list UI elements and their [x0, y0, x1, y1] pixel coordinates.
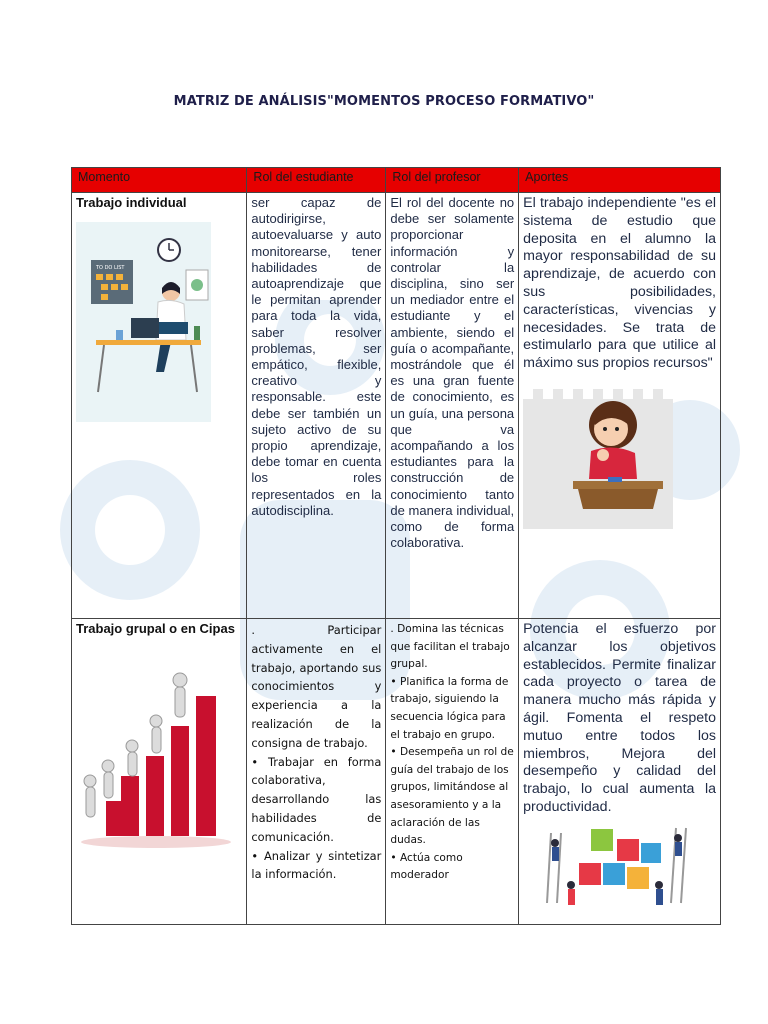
rol-profesor-text: El rol del docente no debe ser solamente proporcionar información y controlar la disciplina, sino ser un mediador entre el estudiante y el ambiente, siendo el guía o acompañante, mostrándole que él es una gran fuente de conocimiento, es un guía, una persona que va acompañando a los estudiantes para la construcción de conocimiento tanto de manera individual, como de forma colaborativa.: [390, 195, 515, 551]
rol-profesor-cell: [386, 193, 519, 619]
rol-estudiante-item: • Trabajar en forma colaborativa, desarrollando las habilidades de comunicación.: [251, 754, 382, 844]
aportes-text: El trabajo independiente "es el sistema de estudio que deposita en el alumno la mayor responsabilidad de su aprendizaje, de acuerdo con sus posibilidades, características, vivencias y necesidades. Se trata de estimularlo para que utilice al máximo sus propios recursos": [523, 195, 716, 372]
rol-estudiante-item: • Analizar y sintetizar la información.: [251, 848, 382, 882]
table-header-row: [72, 168, 721, 193]
analysis-matrix: [71, 167, 721, 925]
rol-estudiante-text: ser capaz de autodirigirse, autoevaluarse y auto monitorearse, tener habilidades de autoaprendizaje que le permitan aprender para toda la vida, saber resolver problemas, ser empático, flexible, creativo y responsable. este debe ser también un sujeto activo de su propio aprendizaje, debe tomar en cuenta los roles representados en la autodisciplina.: [251, 195, 382, 518]
momento-label: Trabajo individual: [76, 195, 187, 210]
rol-profesor-item: • Planifica la forma de trabajo, siguiendo la secuencia lógica para el trabajo en grupo.: [390, 675, 509, 741]
header-rol-profesor: Rol del profesor: [386, 168, 519, 193]
header-aportes: Aportes: [519, 168, 721, 193]
board-text: TO DO LIST: [96, 265, 125, 271]
table-row: [72, 193, 721, 619]
team-puzzle-illustration: [541, 823, 691, 915]
people-climbing-bars-illustration: [76, 666, 236, 856]
girl-thinking-illustration: [523, 389, 673, 529]
header-momento: Momento: [72, 168, 247, 193]
rol-profesor-item: . Domina las técnicas que facilitan el trabajo grupal.: [390, 623, 510, 671]
aportes-text: Potencia el esfuerzo por alcanzar los objetivos establecidos. Permite finalizar cada proyecto o tarea de manera mucho más rápida y ágil. Fomenta el respeto mutuo entre todos los miembros, Mejora del desempeño y calidad del trabajo, lo cual aumenta la productividad.: [523, 621, 716, 815]
rol-estudiante-cell: [247, 619, 386, 925]
rol-profesor-item: • Desempeña un rol de guía del trabajo de los grupos, limitándose al asesoramiento y a la aclaración de las dudas.: [390, 746, 514, 847]
rol-estudiante-item: . Participar activamente en el trabajo, aportando sus conocimientos y experiencia a la realización de la consigna de trabajo.: [251, 623, 382, 750]
momento-cell: [72, 619, 247, 925]
person-at-desk-illustration: [76, 222, 211, 422]
header-rol-estudiante: Rol del estudiante: [247, 168, 386, 193]
page-title: MATRIZ DE ANÁLISIS"MOMENTOS PROCESO FORMATIVO": [173, 94, 595, 109]
momento-cell: [72, 193, 247, 619]
momento-label: Trabajo grupal o en Cipas: [76, 621, 235, 636]
table-row: [72, 619, 721, 925]
aportes-cell: [519, 193, 721, 619]
rol-estudiante-cell: [247, 193, 386, 619]
rol-profesor-cell: [386, 619, 519, 925]
rol-profesor-item: • Actúa como moderador: [390, 851, 463, 882]
aportes-cell: [519, 619, 721, 925]
